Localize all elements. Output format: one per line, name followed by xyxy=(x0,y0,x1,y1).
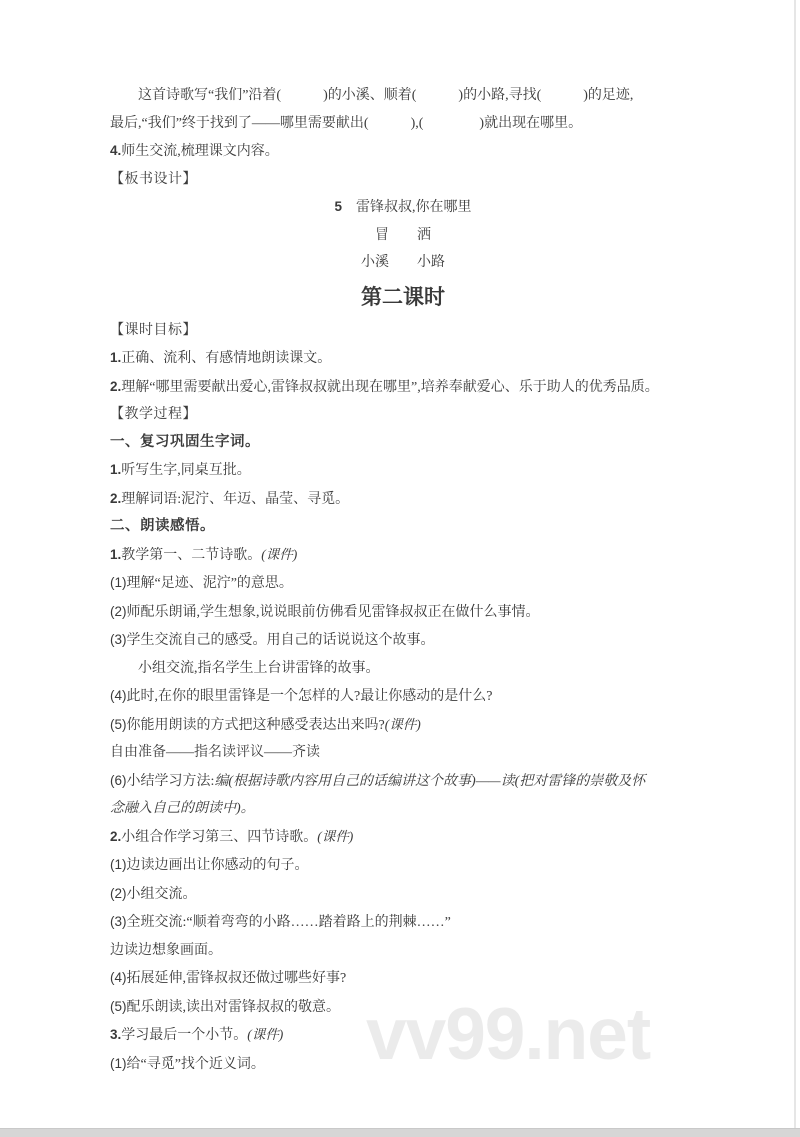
line-text: 学习最后一个小节。 xyxy=(121,1028,248,1043)
document-line xyxy=(110,795,696,823)
line-number-prefix: (1) xyxy=(110,575,127,590)
document-line xyxy=(110,908,696,937)
document-line xyxy=(110,626,696,655)
line-text: 最后,“我们”终于找到了——哪里需要献出( ),( )就出现在哪里。 xyxy=(110,115,583,131)
document-line xyxy=(110,193,696,222)
document-line xyxy=(110,429,696,457)
line-text: 师生交流,梳理课文内容。 xyxy=(121,144,279,159)
line-text: 教学第一、二节诗歌。 xyxy=(121,547,262,563)
line-text: 边读边画出让你感动的句子。 xyxy=(126,858,309,873)
document-line xyxy=(110,277,696,317)
line-text: 听写生字,同桌互批。 xyxy=(121,463,251,478)
line-number-prefix: (5) xyxy=(110,998,127,1014)
line-text: 全班交流:“顺着弯弯的小路……踏着路上的荆棘……” xyxy=(126,915,451,930)
document-line xyxy=(110,249,696,277)
courseware-note: (课件) xyxy=(384,716,421,732)
line-text: 理解词语:泥泞、年迈、晶莹、寻觅。 xyxy=(121,491,350,507)
line-text: 配乐朗读,读出对雷锋叔叔的敬意。 xyxy=(126,999,340,1015)
line-text: 边读边想象画面。 xyxy=(110,942,222,958)
line-number-prefix: (4) xyxy=(110,688,127,703)
line-number-prefix: (1) xyxy=(110,857,127,872)
document-line xyxy=(110,993,696,1022)
line-text: 小溪 小路 xyxy=(361,255,445,270)
line-text: 拓展延伸,雷锋叔叔还做过哪些好事? xyxy=(126,971,347,986)
document-line xyxy=(110,598,696,627)
line-text: 小组交流,指名学生上台讲雷锋的故事。 xyxy=(138,660,380,676)
line-text: 小组合作学习第三、四节诗歌。 xyxy=(121,829,318,845)
line-text: 自由准备——指名读评议——齐读 xyxy=(110,745,320,760)
line-text: 第二课时 xyxy=(361,284,445,309)
line-text: 学生交流自己的感受。用自己的话说说这个故事。 xyxy=(126,633,435,648)
line-text: 师配乐朗诵,学生想象,说说眼前仿佛看见雷锋叔叔正在做什么事情。 xyxy=(126,604,540,620)
document-line xyxy=(110,739,696,767)
line-text: 理解“足迹、泥泞”的意思。 xyxy=(126,576,293,591)
line-number-prefix: (3) xyxy=(110,632,127,647)
line-number-prefix: (4) xyxy=(110,970,127,985)
line-number-prefix: 3. xyxy=(110,1027,122,1042)
line-number-prefix: 2. xyxy=(110,378,122,394)
document-line xyxy=(110,456,696,485)
line-text: 你能用朗读的方式把这种感受表达出来吗? xyxy=(126,717,385,733)
line-text: 二、朗读感悟。 xyxy=(110,518,215,534)
document-line xyxy=(110,851,696,880)
line-number-prefix: 4. xyxy=(110,143,122,158)
document-line xyxy=(110,513,696,541)
document-line xyxy=(110,964,696,993)
line-text: 【课时目标】 xyxy=(110,322,197,338)
document-line xyxy=(110,1021,696,1050)
document-line xyxy=(110,166,696,194)
page-edge-line xyxy=(794,0,796,1137)
document-line xyxy=(110,823,696,852)
line-text: 这首诗歌写“我们”沿着( )的小溪、顺着( )的小路,寻找( )的足迹, xyxy=(138,88,634,103)
document-body xyxy=(110,82,696,1078)
line-text: 小组交流。 xyxy=(126,886,197,902)
document-line xyxy=(110,767,696,796)
line-text: 给“寻觅”找个近义词。 xyxy=(126,1056,265,1072)
document-line xyxy=(110,344,696,373)
line-text: 冒 洒 xyxy=(375,227,431,243)
line-number-prefix: 1. xyxy=(110,462,122,477)
watermark: vv99.net xyxy=(366,994,651,1075)
courseware-note: (课件) xyxy=(261,546,298,562)
line-number-prefix: (6) xyxy=(110,772,127,788)
line-text: 雷锋叔叔,你在哪里 xyxy=(342,200,472,215)
document-line xyxy=(110,655,696,683)
line-number-prefix: 2. xyxy=(110,490,122,506)
line-text: 【教学过程】 xyxy=(110,407,197,422)
document-line xyxy=(110,401,696,429)
line-number-prefix: 2. xyxy=(110,828,122,844)
line-text-kai: 念融入自己的朗读中)。 xyxy=(110,801,255,816)
document-line xyxy=(110,937,696,965)
line-number-prefix: (3) xyxy=(110,914,127,929)
document-line xyxy=(110,222,696,250)
line-text: 此时,在你的眼里雷锋是一个怎样的人?最让你感动的是什么? xyxy=(126,689,493,704)
line-number-prefix: 1. xyxy=(110,546,122,562)
document-line xyxy=(110,373,696,402)
document-line xyxy=(110,110,696,138)
document-line xyxy=(110,541,696,570)
document-line xyxy=(110,711,696,740)
line-number-prefix: 1. xyxy=(110,350,122,365)
line-text: 一、复习巩固生字词。 xyxy=(110,433,260,450)
line-text: 正确、流利、有感情地朗读课文。 xyxy=(121,351,332,366)
document-line xyxy=(110,485,696,514)
courseware-note: (课件) xyxy=(317,828,354,844)
line-text-kai: 编(根据诗歌内容用自己的话编讲这个故事)——读(把对雷锋的崇敬及怀 xyxy=(214,773,646,789)
line-number-prefix: (5) xyxy=(110,716,127,732)
line-number-prefix: (1) xyxy=(110,1055,127,1071)
page-gap-bar xyxy=(0,1128,800,1137)
document-line xyxy=(110,317,696,345)
document-line xyxy=(110,569,696,598)
document-line xyxy=(110,137,696,166)
line-number-prefix: 5 xyxy=(334,199,342,214)
document-line xyxy=(110,880,696,909)
line-number-prefix: (2) xyxy=(110,603,127,619)
line-text: 【板书设计】 xyxy=(110,171,197,187)
document-line xyxy=(110,1050,696,1079)
line-text: 小结学习方法: xyxy=(126,773,215,789)
document-line xyxy=(110,682,696,711)
courseware-note: (课件) xyxy=(247,1027,284,1042)
line-number-prefix: (2) xyxy=(110,885,127,901)
document-line xyxy=(110,82,696,110)
line-text: 理解“哪里需要献出爱心,雷锋叔叔就出现在哪里”,培养奉献爱心、乐于助人的优秀品质。 xyxy=(121,379,659,395)
